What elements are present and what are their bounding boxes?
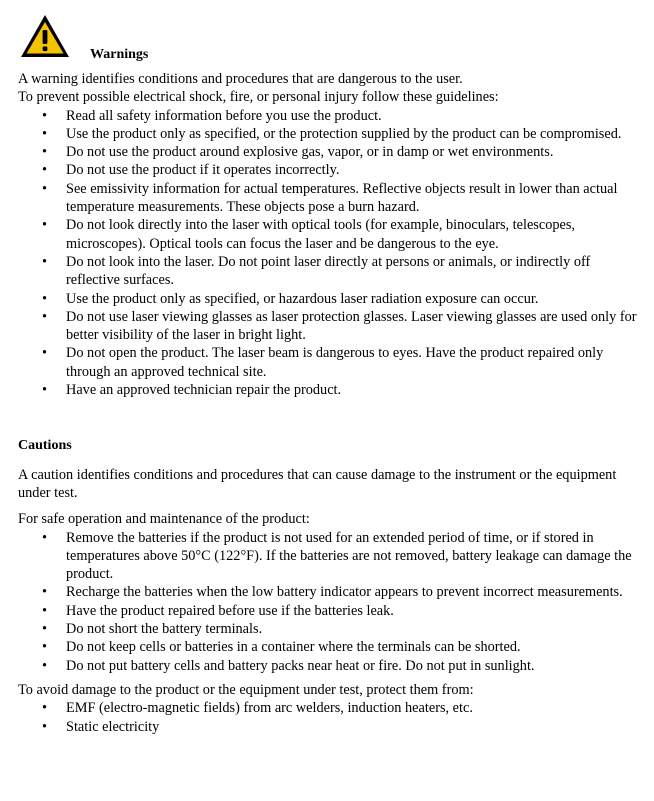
warning-item: • Do not use laser viewing glasses as laser protection glasses. Laser viewing glasses are used only for better visibility of the laser in bright light. [18, 308, 643, 345]
maintenance-item: • Do not short the battery terminals. [18, 620, 643, 638]
warnings-header [18, 10, 643, 70]
maintenance-item: • Do not keep cells or batteries in a container where the terminals can be shorted. [18, 638, 643, 656]
protect-item: • Static electricity [18, 718, 643, 736]
warning-item: • Use the product only as specified, or hazardous laser radiation exposure can occur. [18, 290, 643, 308]
maintenance-item: • Remove the batteries if the product is not used for an extended period of time, or if stored in temperatures above 50°C (122°F). If the batteries are not removed, battery leakage can damage the product. [18, 529, 643, 584]
warnings-intro: A warning identifies conditions and procedures that are dangerous to the user. [18, 71, 463, 87]
safety-document [18, 10, 643, 736]
warning-item: • Read all safety information before you use the product. [18, 107, 643, 125]
protect-intro: To avoid damage to the product or the equipment under test, protect them from: [18, 681, 474, 698]
warning-triangle-icon [18, 12, 72, 60]
warning-item: • Do not use the product if it operates incorrectly. [18, 161, 643, 179]
warning-item: • Do not use the product around explosive gas, vapor, or in damp or wet environments. [18, 143, 643, 161]
warnings-guideline-intro: To prevent possible electrical shock, fire, or personal injury follow these guidelines: [18, 89, 499, 106]
maintenance-item: • Have the product repaired before use if the batteries leak. [18, 602, 643, 620]
warning-item: • Do not look into the laser. Do not point laser directly at persons or animals, or indirectly off reflective surfaces. [18, 253, 643, 290]
maintenance-item: • Do not put battery cells and battery packs near heat or fire. Do not put in sunlight. [18, 657, 643, 675]
warnings-list [18, 107, 643, 400]
warnings-title: Warnings [90, 47, 149, 62]
maintenance-item: • Recharge the batteries when the low battery indicator appears to prevent incorrect measurements. [18, 583, 643, 601]
cautions-intro: A caution identifies conditions and procedures that can cause damage to the instrument or the equipment under test. [18, 466, 617, 501]
warning-item: • Do not open the product. The laser beam is dangerous to eyes. Have the product repaired only through an approved technical site. [18, 344, 643, 381]
protect-list [18, 699, 643, 736]
maintenance-intro: For safe operation and maintenance of the product: [18, 511, 310, 528]
maintenance-list [18, 529, 643, 675]
warning-item: • Use the product only as specified, or the protection supplied by the product can be compromised. [18, 125, 643, 143]
protect-item: • EMF (electro-magnetic fields) from arc welders, induction heaters, etc. [18, 699, 643, 717]
cautions-title: Cautions [18, 438, 72, 454]
warning-item: • Have an approved technician repair the product. [18, 381, 643, 399]
warning-item: • See emissivity information for actual temperatures. Reflective objects result in lower than actual temperature measurements. These objects pose a burn hazard. [18, 180, 643, 217]
warning-item: • Do not look directly into the laser with optical tools (for example, binoculars, telescopes, microscopes). Optical tools can focus the laser and be dangerous to the eye. [18, 216, 643, 253]
